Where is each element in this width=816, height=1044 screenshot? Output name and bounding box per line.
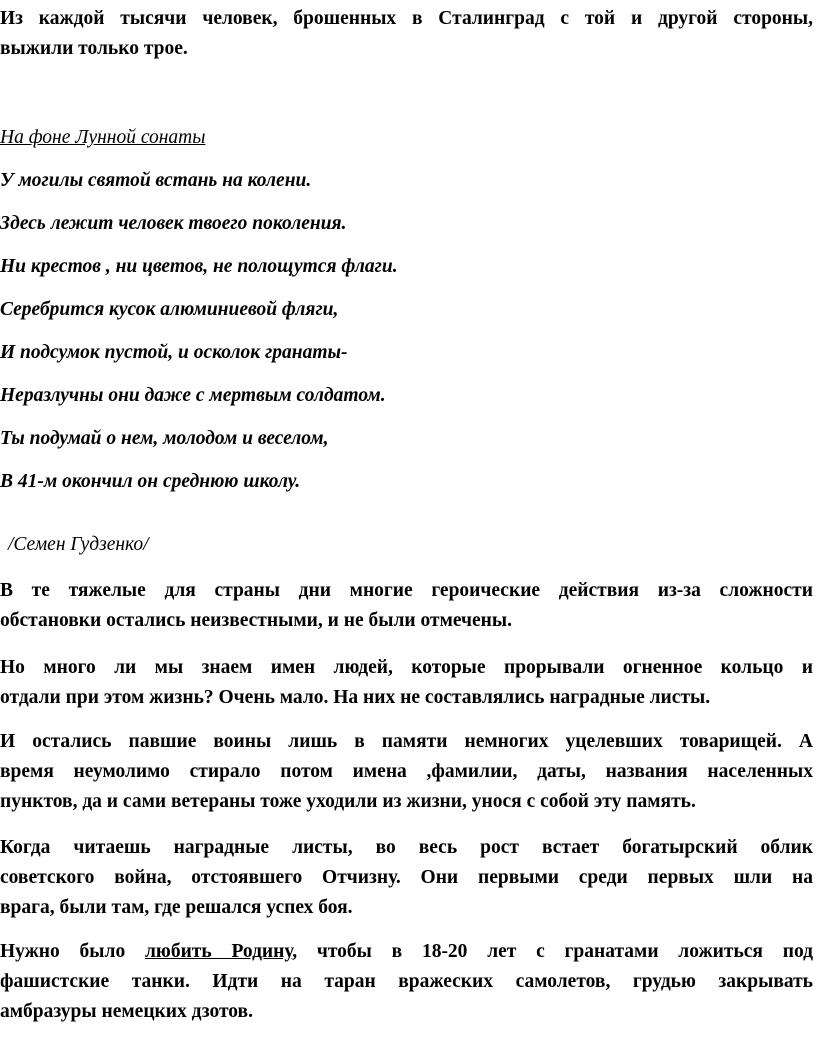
paragraph-2-line-1: Но много ли мы знаем имен людей, которые прорывали огненное кольцо и [0, 657, 813, 678]
paragraph-5-line-1-end: , чтобы в 18-20 лет с гранатами ложиться под [292, 941, 814, 962]
intro-line-1: Из каждой тысячи человек, брошенных в Сталинград с той и другой стороны, [0, 8, 813, 29]
paragraph-5-line-1-start: Нужно было [0, 941, 126, 962]
paragraph-4-line-2: советского война, отстоявшего Отчизну. Они первыми среди первых шли на [0, 867, 813, 888]
paragraph-3-line-3: пунктов, да и сами ветераны тоже уходили из жизни, унося с собой эту память. [0, 791, 696, 812]
underlined-phrase: любить Родину [144, 941, 293, 962]
poem-line-1: У могилы святой встань на колени. [0, 170, 312, 191]
paragraph-5-line-1 [0, 941, 813, 962]
poem-line-8: В 41-м окончил он среднюю школу. [0, 471, 301, 492]
paragraph-4-line-1: Когда читаешь наградные листы, во весь рост встает богатырский облик [0, 837, 813, 858]
paragraph-1 [0, 576, 813, 636]
paragraph-3-line-2: время неумолимо стирало потом имена ,фамилии, даты, названия населенных [0, 761, 813, 782]
paragraph-5-line-2: фашистские танки. Идти на таран вражеских самолетов, грудью закрывать [0, 971, 813, 992]
poem-line-5: И подсумок пустой, и осколок гранаты- [0, 342, 348, 363]
paragraph-1-line-1: В те тяжелые для страны дни многие героические действия из-за сложности [0, 580, 813, 601]
poem-heading: На фоне Лунной сонаты [0, 127, 206, 148]
poem-author: /Семен Гудзенко/ [8, 534, 149, 555]
paragraph-2-line-2: отдали при этом жизнь? Очень мало. На них не составлялись наградные листы. [0, 687, 711, 708]
paragraph-2 [0, 653, 813, 713]
paragraph-1-line-2: обстановки остались неизвестными, и не были отмечены. [0, 610, 513, 631]
poem-line-3: Ни крестов , ни цветов, не полощутся флаги. [0, 256, 398, 277]
paragraph-4 [0, 833, 813, 923]
poem-line-7: Ты подумай о нем, молодом и веселом, [0, 428, 329, 449]
paragraph-5 [0, 937, 813, 1027]
intro-paragraph [0, 4, 813, 64]
poem-line-6: Неразлучны они даже с мертвым солдатом. [0, 385, 386, 406]
paragraph-5-line-3: амбразуры немецких дзотов. [0, 1001, 253, 1022]
poem-line-4: Серебрится кусок алюминиевой фляги, [0, 299, 339, 320]
intro-line-2: выжили только трое. [0, 38, 188, 59]
paragraph-3 [0, 727, 813, 817]
paragraph-3-line-1: И остались павшие воины лишь в памяти немногих уцелевших товарищей. А [0, 731, 813, 752]
poem-line-2: Здесь лежит человек твоего поколения. [0, 213, 347, 234]
paragraph-4-line-3: врага, были там, где решался успех боя. [0, 897, 353, 918]
